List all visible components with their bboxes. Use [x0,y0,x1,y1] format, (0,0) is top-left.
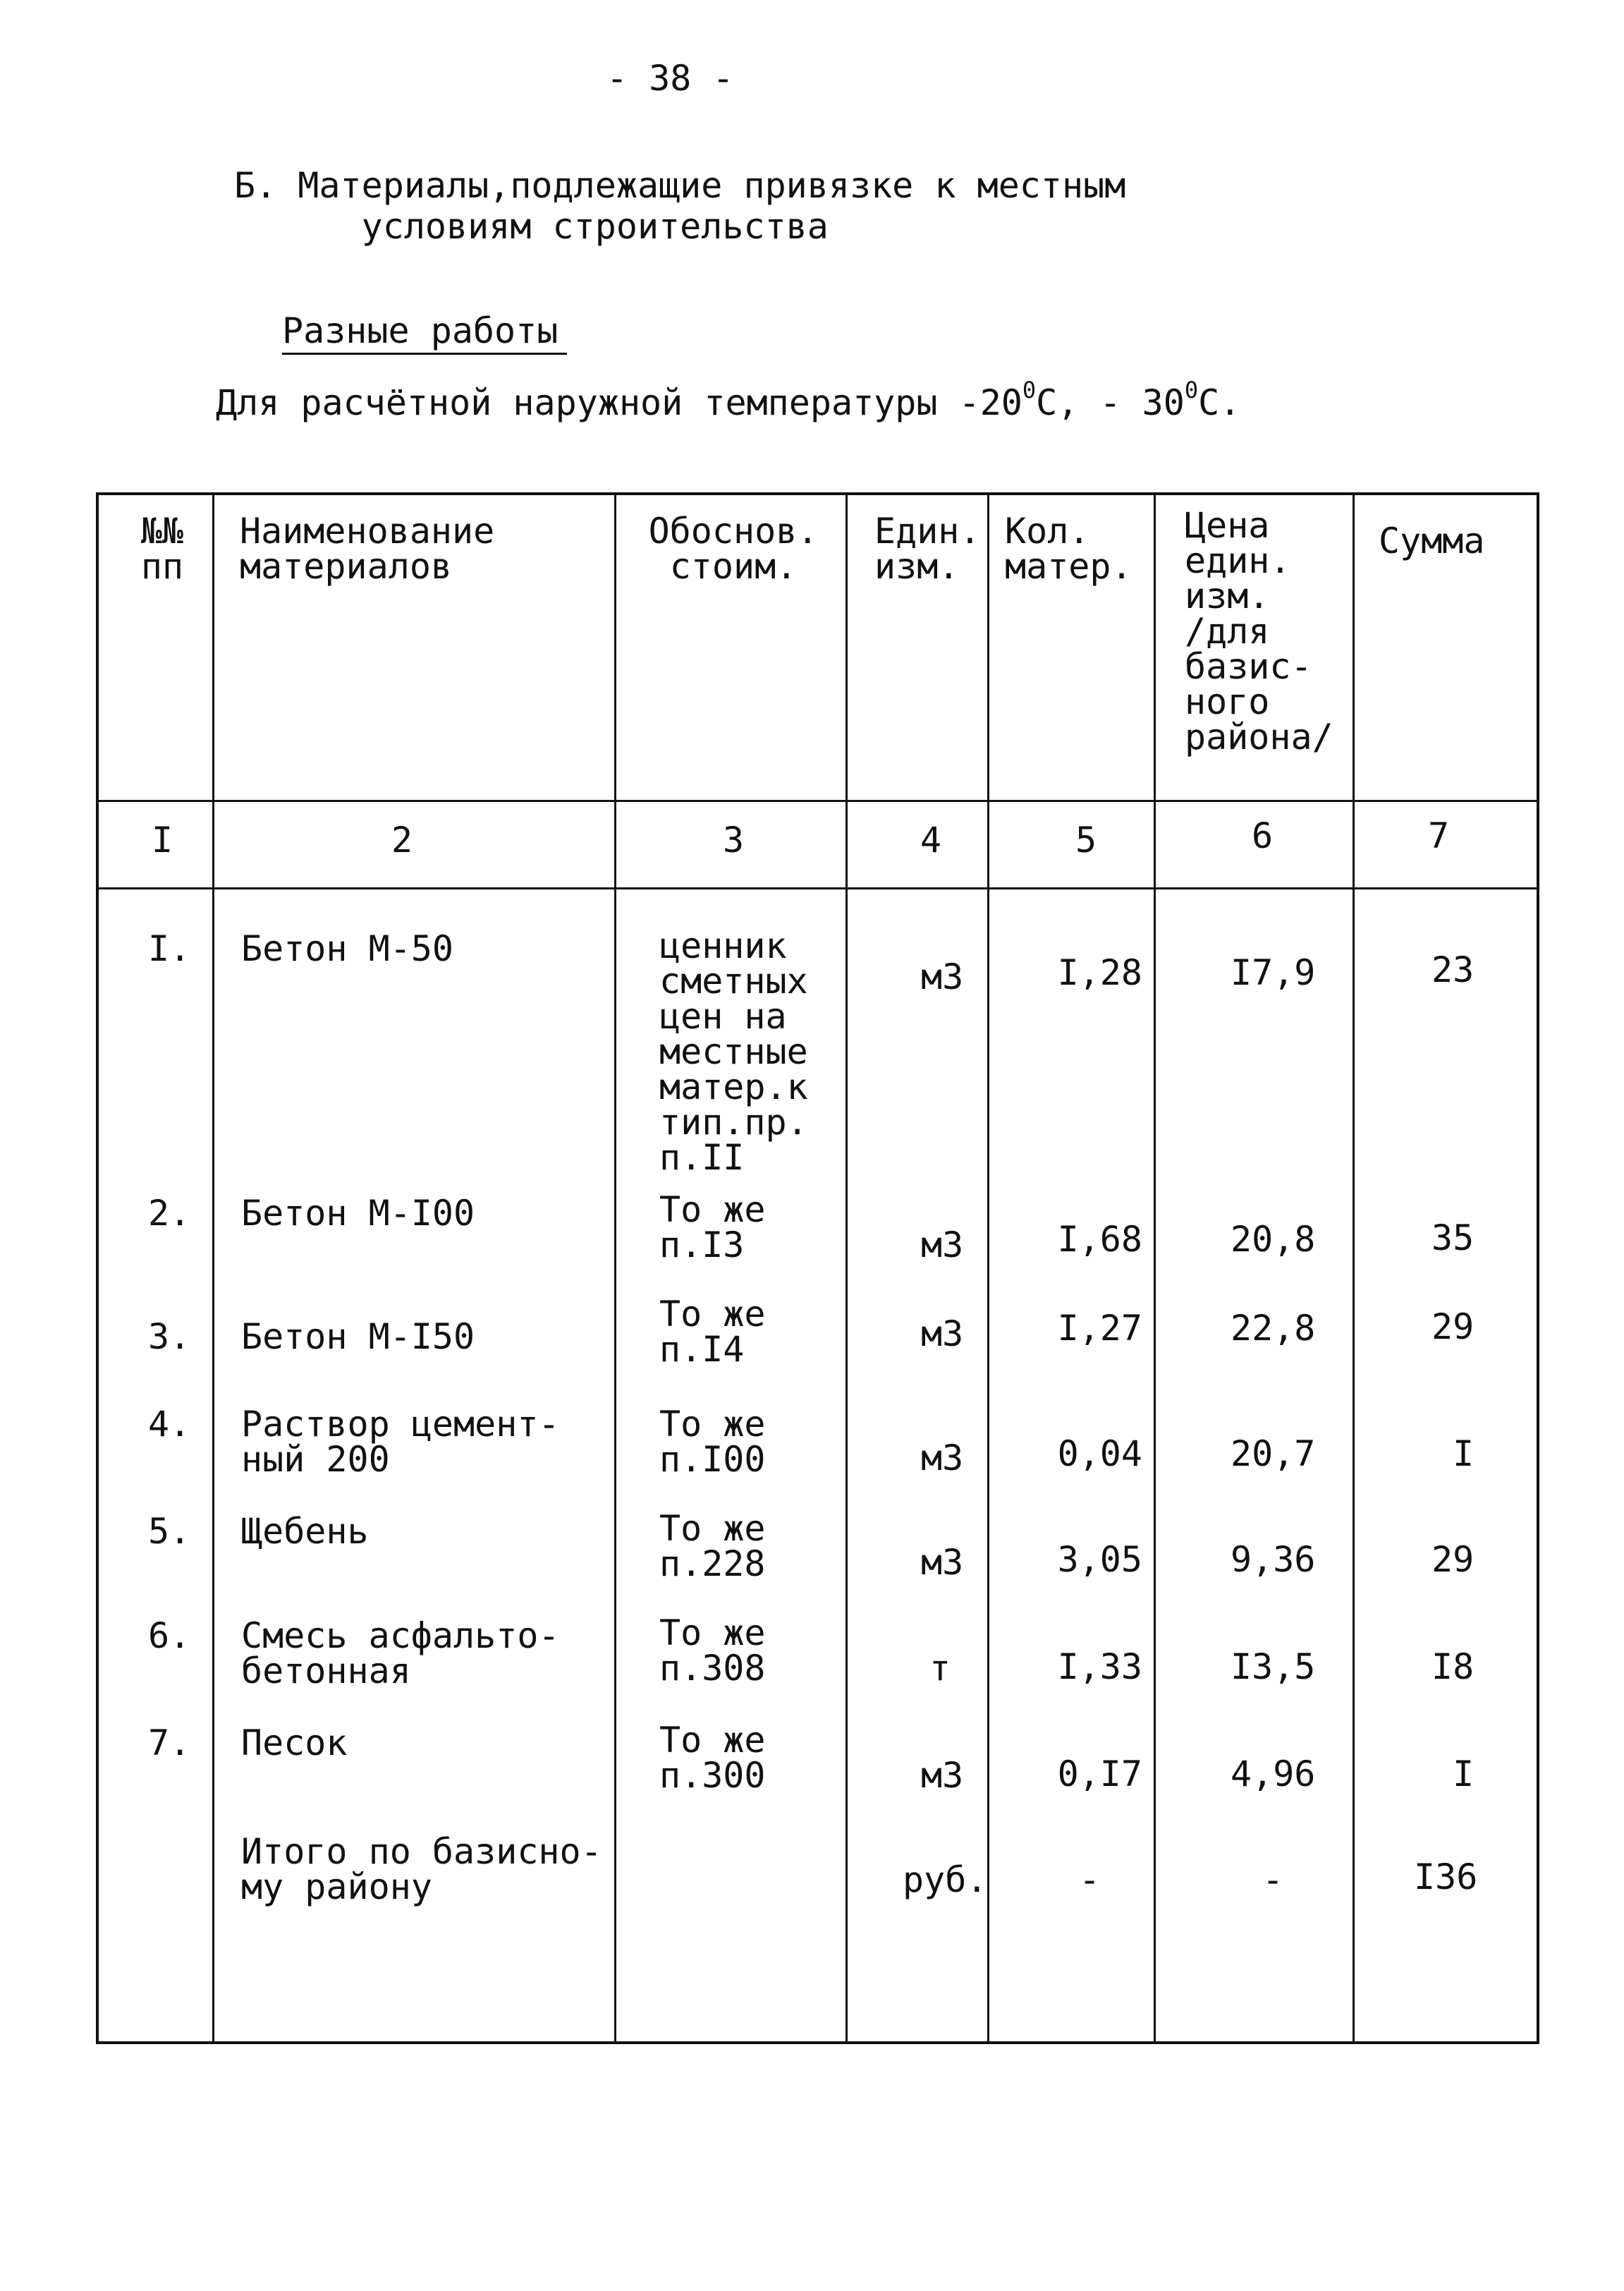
row-6-sum: I8 [1431,1646,1475,1687]
row-1-no: I. [148,928,191,969]
row-2-no: 2. [148,1193,191,1234]
row-3-no: 3. [148,1316,191,1357]
row-2-unit: м3 [921,1224,964,1265]
row-2-sum: 35 [1431,1217,1475,1258]
row-5-name: Щебень [241,1511,369,1552]
row-3-name: Бетон М-I50 [241,1316,475,1357]
col-divider-6 [1353,492,1355,2044]
subheading-underline [282,353,567,355]
header-no: №№ пп [140,511,184,587]
temperature-degree-2: 0 [1184,377,1199,403]
row-4-price: 20,7 [1231,1433,1316,1474]
temperature-line [216,377,1240,423]
col-divider-5 [1154,492,1156,2044]
header-basis: Обоснов. стоим. [648,511,819,587]
row-7-qty: 0,I7 [1057,1754,1142,1794]
row-7-name: Песок [241,1722,348,1763]
header-price: Цена един. изм. /для базис- ного района/ [1185,505,1333,758]
col-divider-2 [614,492,616,2044]
row-3-price: 22,8 [1231,1308,1316,1349]
total-unit: руб. [903,1859,988,1900]
colnum-7: 7 [1427,815,1450,856]
colnum-2: 2 [391,820,413,861]
row-6-price: I3,5 [1231,1646,1316,1687]
row-2-price: 20,8 [1231,1219,1316,1260]
row-2-name: Бетон М-I00 [241,1193,475,1234]
total-qty: - [1079,1859,1101,1900]
header-divider [96,800,1539,802]
row-6-qty: I,33 [1057,1646,1142,1687]
row-6-no: 6. [148,1615,191,1656]
section-heading: Б. Материалы,подлежащие привязке к местным условиям строительства [234,165,1126,247]
colnum-6: 6 [1251,815,1274,856]
row-4-sum: I [1453,1433,1475,1474]
subheading: Разные работы [282,310,558,351]
row-5-unit: м3 [921,1542,964,1583]
row-5-qty: 3,05 [1057,1539,1142,1580]
header-unit: Един. изм. [874,511,981,587]
row-6-name: Смесь асфальто- бетонная [241,1615,560,1691]
row-2-basis: То же п.I3 [659,1189,766,1265]
row-3-basis: То же п.I4 [659,1294,766,1370]
row-4-name: Раствор цемент- ный 200 [241,1404,560,1480]
row-4-unit: м3 [921,1438,964,1478]
numbers-divider [96,887,1539,889]
row-1-unit: м3 [921,956,964,997]
temperature-prefix: Для расчётной наружной температуры -20 [216,382,1022,423]
row-3-unit: м3 [921,1313,964,1354]
row-4-qty: 0,04 [1057,1433,1142,1474]
row-7-price: 4,96 [1231,1754,1316,1794]
total-price: - [1262,1859,1284,1900]
row-5-sum: 29 [1431,1539,1475,1580]
page-number: - 38 - [606,58,734,99]
row-7-basis: То же п.300 [659,1720,766,1796]
row-3-qty: I,27 [1057,1308,1142,1349]
colnum-1: I [151,820,173,861]
row-1-qty: I,28 [1057,952,1142,993]
row-3-sum: 29 [1431,1306,1475,1347]
col-divider-4 [987,492,989,2044]
temperature-mid: C, - 30 [1036,382,1185,423]
header-sum: Сумма [1379,521,1485,561]
col-divider-3 [845,492,848,2044]
colnum-5: 5 [1075,820,1097,861]
row-7-sum: I [1453,1754,1475,1794]
total-sum: I36 [1414,1857,1478,1897]
row-1-price: I7,9 [1231,952,1316,993]
colnum-4: 4 [920,820,942,861]
row-5-basis: То же п.228 [659,1508,766,1584]
colnum-3: 3 [722,820,745,861]
row-6-basis: То же п.308 [659,1612,766,1689]
row-1-sum: 23 [1431,949,1475,990]
header-qty: Кол. матер. [1005,511,1132,587]
total-label: Итого по базисно- му району [241,1831,602,1907]
row-6-unit: т [929,1648,951,1689]
row-1-basis: ценник сметных цен на местные матер.к тип.пр. п.II [659,925,808,1178]
row-5-no: 5. [148,1511,191,1552]
row-2-qty: I,68 [1057,1219,1142,1260]
row-4-basis: То же п.I00 [659,1404,766,1480]
temperature-degree-1: 0 [1022,377,1037,403]
col-divider-1 [212,492,214,2044]
header-name: Наименование материалов [240,511,495,587]
row-5-price: 9,36 [1231,1539,1316,1580]
temperature-suffix: C. [1198,382,1241,423]
row-1-name: Бетон М-50 [241,928,454,969]
row-7-no: 7. [148,1722,191,1763]
row-4-no: 4. [148,1404,191,1445]
row-7-unit: м3 [921,1755,964,1796]
